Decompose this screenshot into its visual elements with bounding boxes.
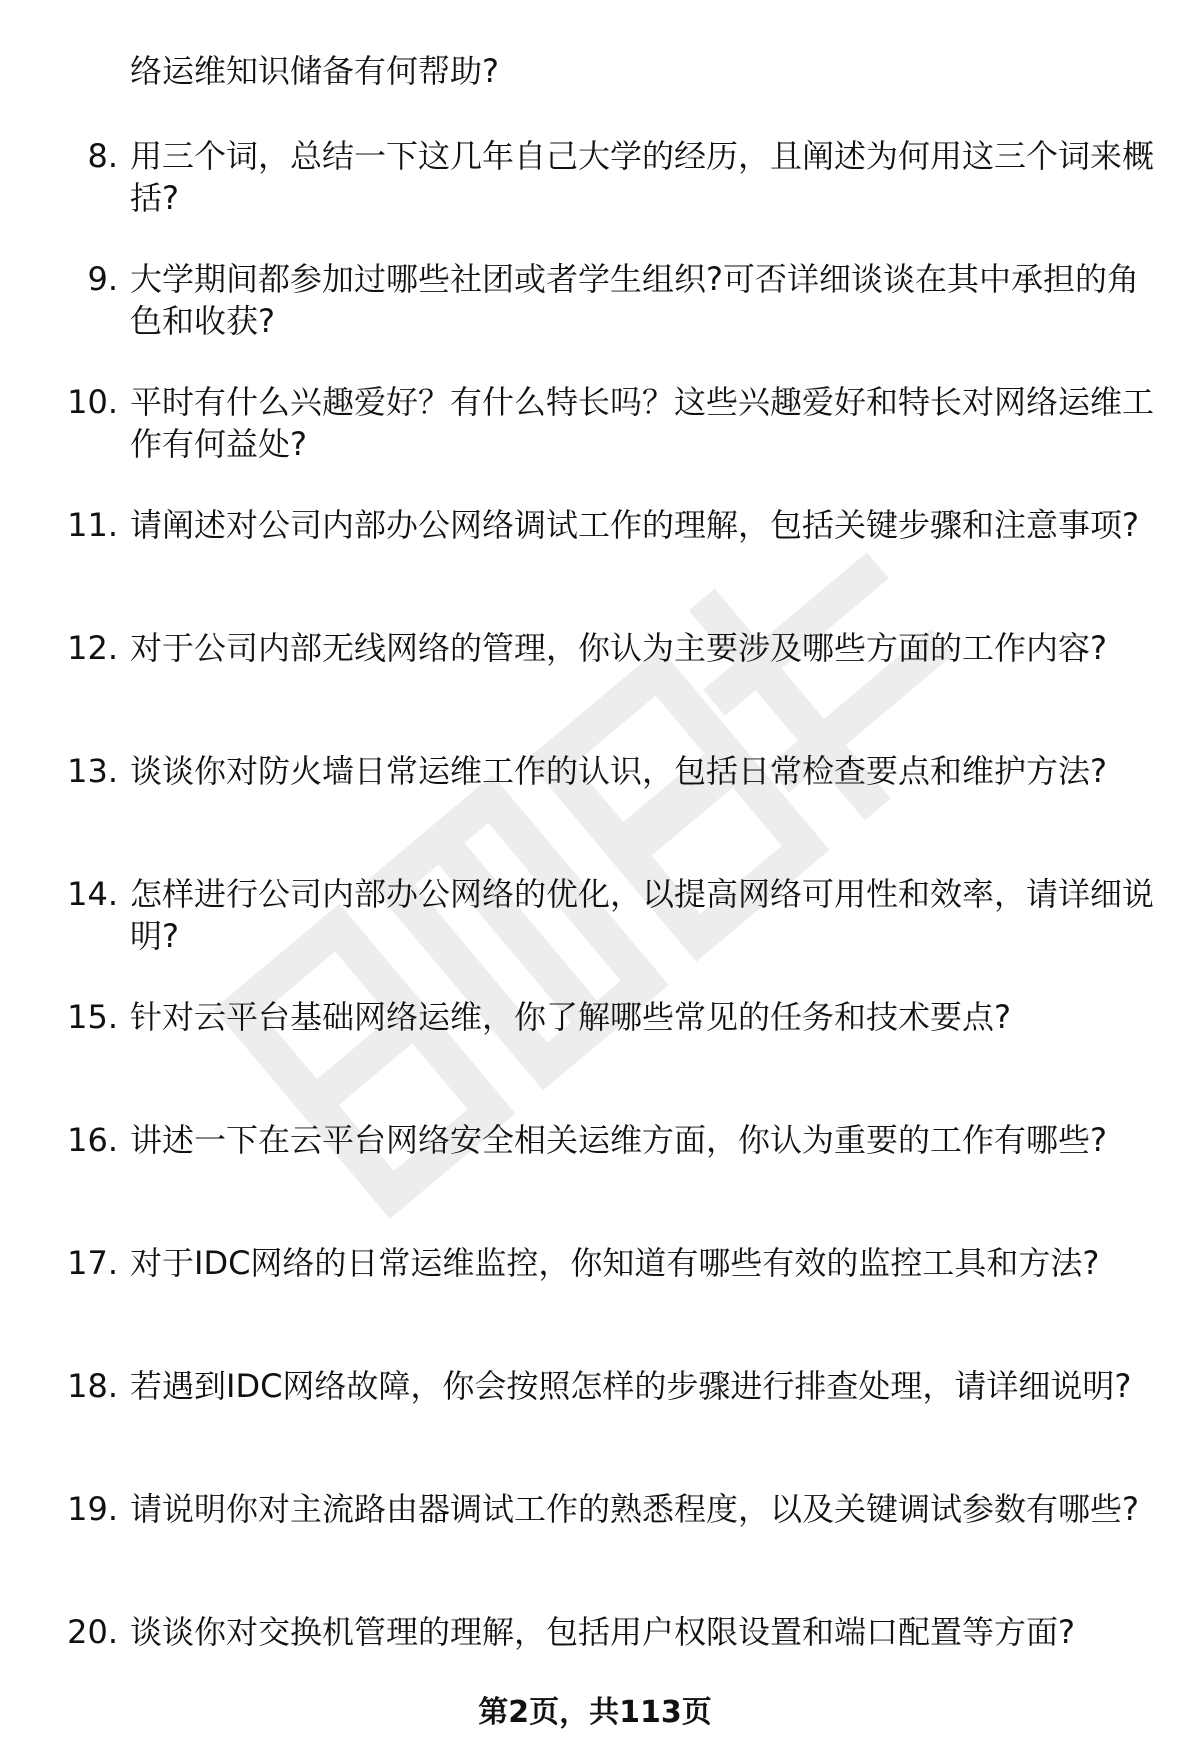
question-item xyxy=(0,627,1190,750)
question-text: 谈谈你对交换机管理的理解，包括用户权限设置和端口配置等方面? xyxy=(130,1613,1075,1651)
question-item xyxy=(0,996,1190,1119)
question-number: 15. xyxy=(67,998,118,1036)
question-number: 10. xyxy=(67,383,118,421)
question-number: 11. xyxy=(67,506,118,544)
question-text: 请说明你对主流路由器调试工作的熟悉程度，以及关键调试参数有哪些? xyxy=(130,1490,1139,1528)
question-number: 8. xyxy=(87,137,118,175)
question-item xyxy=(0,1365,1190,1488)
question-text: 若遇到IDC网络故障，你会按照怎样的步骤进行排查处理，请详细说明? xyxy=(130,1367,1132,1405)
question-item xyxy=(0,504,1190,627)
question-text: 平时有什么兴趣爱好？有什么特长吗？这些兴趣爱好和特长对网络运维工作有何益处? xyxy=(130,383,1155,463)
question-item xyxy=(0,135,1190,258)
question-text: 请阐述对公司内部办公网络调试工作的理解，包括关键步骤和注意事项? xyxy=(130,506,1139,544)
question-number: 14. xyxy=(67,875,118,913)
question-number: 20. xyxy=(67,1613,118,1651)
question-item xyxy=(0,258,1190,381)
question-text: 用三个词，总结一下这几年自己大学的经历，且阐述为何用这三个词来概括? xyxy=(130,137,1155,217)
page-number-footer: 第2页，共113页 xyxy=(478,1695,712,1730)
question-number: 17. xyxy=(67,1244,118,1282)
question-text: 针对云平台基础网络运维，你了解哪些常见的任务和技术要点? xyxy=(130,998,1011,1036)
question-list xyxy=(0,135,1190,1734)
question-number: 16. xyxy=(67,1121,118,1159)
question-item xyxy=(0,1488,1190,1611)
question-item xyxy=(0,1119,1190,1242)
question-text: 讲述一下在云平台网络安全相关运维方面，你认为重要的工作有哪些? xyxy=(130,1121,1107,1159)
question-number: 19. xyxy=(67,1490,118,1528)
question-text: 对于公司内部无线网络的管理，你认为主要涉及哪些方面的工作内容? xyxy=(130,629,1107,667)
question-text: 大学期间都参加过哪些社团或者学生组织?可否详细谈谈在其中承担的角色和收获? xyxy=(130,260,1139,340)
continuation-line: 络运维知识储备有何帮助? xyxy=(130,52,499,90)
question-number: 9. xyxy=(87,260,118,298)
question-text: 谈谈你对防火墙日常运维工作的认识，包括日常检查要点和维护方法? xyxy=(130,752,1107,790)
question-item xyxy=(0,381,1190,504)
question-number: 12. xyxy=(67,629,118,667)
question-number: 18. xyxy=(67,1367,118,1405)
question-item xyxy=(0,873,1190,996)
question-item xyxy=(0,1242,1190,1365)
question-text: 怎样进行公司内部办公网络的优化，以提高网络可用性和效率，请详细说明? xyxy=(130,875,1155,955)
question-text: 对于IDC网络的日常运维监控，你知道有哪些有效的监控工具和方法? xyxy=(130,1244,1100,1282)
question-item xyxy=(0,750,1190,873)
question-number: 13. xyxy=(67,752,118,790)
